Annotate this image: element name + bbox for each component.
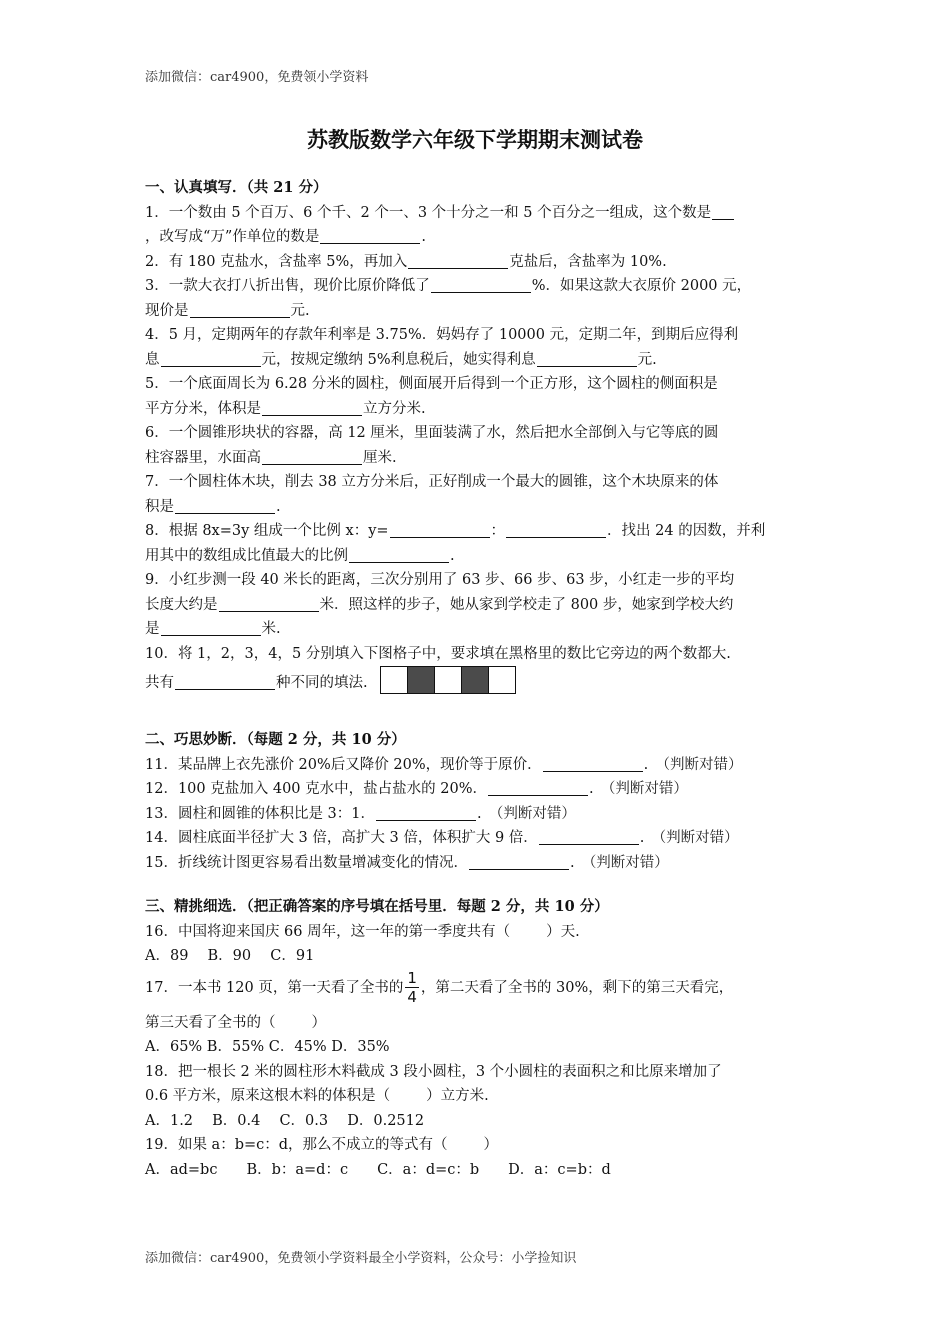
answer-blank[interactable] bbox=[262, 447, 362, 465]
q10-line2: 共有 种不同的填法. bbox=[145, 666, 810, 698]
answer-blank[interactable] bbox=[712, 202, 734, 220]
answer-blank[interactable] bbox=[349, 545, 449, 563]
q8-line2: 用其中的数组成比值最大的比例 . bbox=[145, 544, 810, 569]
answer-blank[interactable] bbox=[390, 520, 490, 538]
section1-heading: 一、认真填写．（共 21 分） bbox=[145, 179, 328, 196]
fraction-one-quarter: $\frac{1}{4}$ bbox=[407, 969, 417, 1006]
answer-blank[interactable] bbox=[488, 778, 588, 796]
q7-line1: 7．一个圆柱体木块，削去 38 立方分米后，正好削成一个最大的圆锥，这个木块原来的体 bbox=[145, 474, 719, 490]
q3-line1: 3．一款大衣打八折出售，现价比原价降低了 %．如果这款大衣原价 2000 元， bbox=[145, 274, 810, 299]
q5-line1: 5．一个底面周长为 6.28 分米的圆柱，侧面展开后得到一个正方形，这个圆柱的侧面积是 bbox=[145, 376, 718, 392]
answer-blank[interactable] bbox=[161, 349, 261, 367]
q18-options: A．1.2 B．0.4 C．0.3 D．0.2512 bbox=[145, 1112, 425, 1129]
answer-blank[interactable] bbox=[320, 226, 420, 244]
q14: 14．圆柱底面半径扩大 3 倍，高扩大 3 倍，体积扩大 9 倍． . （判断对错） bbox=[145, 826, 810, 851]
q19: 19．如果 a：b=c：d，那么不成立的等式有（ ） bbox=[145, 1137, 499, 1153]
header-note: 添加微信：car4900，免费领小学资料 bbox=[145, 70, 369, 85]
answer-blank[interactable] bbox=[537, 349, 637, 367]
q10-line1: 10．将 1，2，3，4，5 分别填入下图格子中，要求填在黑格里的数比它旁边的两个数都大. bbox=[145, 645, 731, 662]
q11: 11．某品牌上衣先涨价 20%后又降价 20%，现价等于原价． . （判断对错） bbox=[145, 753, 810, 778]
q3-line2: 现价是 元. bbox=[145, 299, 810, 324]
answer-blank[interactable] bbox=[543, 754, 643, 772]
q5-line2: 平方分米，体积是 立方分米. bbox=[145, 397, 810, 422]
q9-line1: 9．小红步测一段 40 米长的距离，三次分别用了 63 步、66 步、63 步，小红走一步的平均 bbox=[145, 572, 735, 588]
q17-options: A．65% B．55% C．45% D．35% bbox=[145, 1039, 390, 1055]
q9-line3: 是 米. bbox=[145, 617, 810, 642]
page-title: 苏教版数学六年级下学期期末测试卷 bbox=[307, 127, 643, 152]
answer-blank[interactable] bbox=[190, 300, 290, 318]
answer-blank[interactable] bbox=[431, 275, 531, 293]
q17-line2: 第三天看了全书的（ ） bbox=[145, 1014, 326, 1031]
grid-cell bbox=[489, 667, 515, 693]
q17-line1: 17．一本书 120 页，第一天看了全书的 $\frac{1}{4}$ ，第二天看了全书的 30%，剩下的第三天看完， bbox=[145, 969, 734, 1006]
q13: 13．圆柱和圆锥的体积比是 3：1． . （判断对错） bbox=[145, 802, 810, 827]
q7-line2: 积是 . bbox=[145, 495, 810, 520]
q4-line2: 息 元，按规定缴纳 5%利息税后，她实得利息 元. bbox=[145, 348, 810, 373]
q6-line2: 柱容器里，水面高 厘米. bbox=[145, 446, 810, 471]
grid-cell bbox=[381, 667, 408, 693]
q16-options: A．89 B．90 C．91 bbox=[145, 948, 315, 964]
section3-heading: 三、精挑细选．（把正确答案的序号填在括号里．每题 2 分，共 10 分） bbox=[145, 898, 609, 915]
answer-blank[interactable] bbox=[161, 618, 261, 636]
answer-blank[interactable] bbox=[262, 398, 362, 416]
answer-blank[interactable] bbox=[376, 803, 476, 821]
q1-line1: 1．一个数由 5 个百万、6 个千、2 个一、3 个十分之一和 5 个百分之一组成，这个数是 bbox=[145, 201, 810, 226]
answer-blank[interactable] bbox=[539, 827, 639, 845]
answer-blank[interactable] bbox=[219, 594, 319, 612]
section2-heading: 二、巧思妙断．（每题 2 分，共 10 分） bbox=[145, 731, 406, 748]
grid-cell bbox=[408, 667, 435, 693]
q8-line1: 8．根据 8x=3y 组成一个比例 x：y= ： ．找出 24 的因数，并利 bbox=[145, 519, 810, 544]
q2: 2．有 180 克盐水，含盐率 5%，再加入 克盐后，含盐率为 10%. bbox=[145, 250, 810, 275]
q9-line2: 长度大约是 米．照这样的步子，她从家到学校走了 800 步，她家到学校大约 bbox=[145, 593, 810, 618]
q18-line1: 18．把一根长 2 米的圆柱形木料截成 3 段小圆柱，3 个小圆柱的表面积之和比原来增加了 bbox=[145, 1063, 722, 1080]
q6-line1: 6．一个圆锥形块状的容器，高 12 厘米，里面装满了水，然后把水全部倒入与它等底的圆 bbox=[145, 425, 719, 441]
q15: 15．折线统计图更容易看出数量增减变化的情况． . （判断对错） bbox=[145, 851, 810, 876]
answer-blank[interactable] bbox=[175, 672, 275, 690]
answer-blank[interactable] bbox=[469, 852, 569, 870]
q18-line2: 0.6 平方米，原来这根木料的体积是（ ）立方米. bbox=[145, 1088, 489, 1104]
q19-options: A．ad=bc B．b：a=d：c C．a：d=c：b D．a：c=b：d bbox=[145, 1161, 611, 1178]
q16: 16．中国将迎来国庆 66 周年，这一年的第一季度共有（ ）天. bbox=[145, 923, 580, 940]
answer-blank[interactable] bbox=[506, 520, 606, 538]
q4-line1: 4．5 月，定期两年的存款年利率是 3.75%．妈妈存了 10000 元，定期二年，到期后应得利 bbox=[145, 327, 739, 343]
answer-blank[interactable] bbox=[408, 251, 508, 269]
footer-note: 添加微信：car4900，免费领小学资料最全小学资料，公众号：小学捡知识 bbox=[145, 1251, 577, 1266]
number-grid bbox=[380, 666, 516, 694]
grid-cell bbox=[435, 667, 462, 693]
grid-cell bbox=[462, 667, 489, 693]
answer-blank[interactable] bbox=[175, 496, 275, 514]
exam-content bbox=[145, 176, 810, 1182]
q1-line2: ，改写成“万”作单位的数是 . bbox=[145, 225, 810, 250]
q12: 12．100 克盐加入 400 克水中，盐占盐水的 20%． . （判断对错） bbox=[145, 777, 810, 802]
